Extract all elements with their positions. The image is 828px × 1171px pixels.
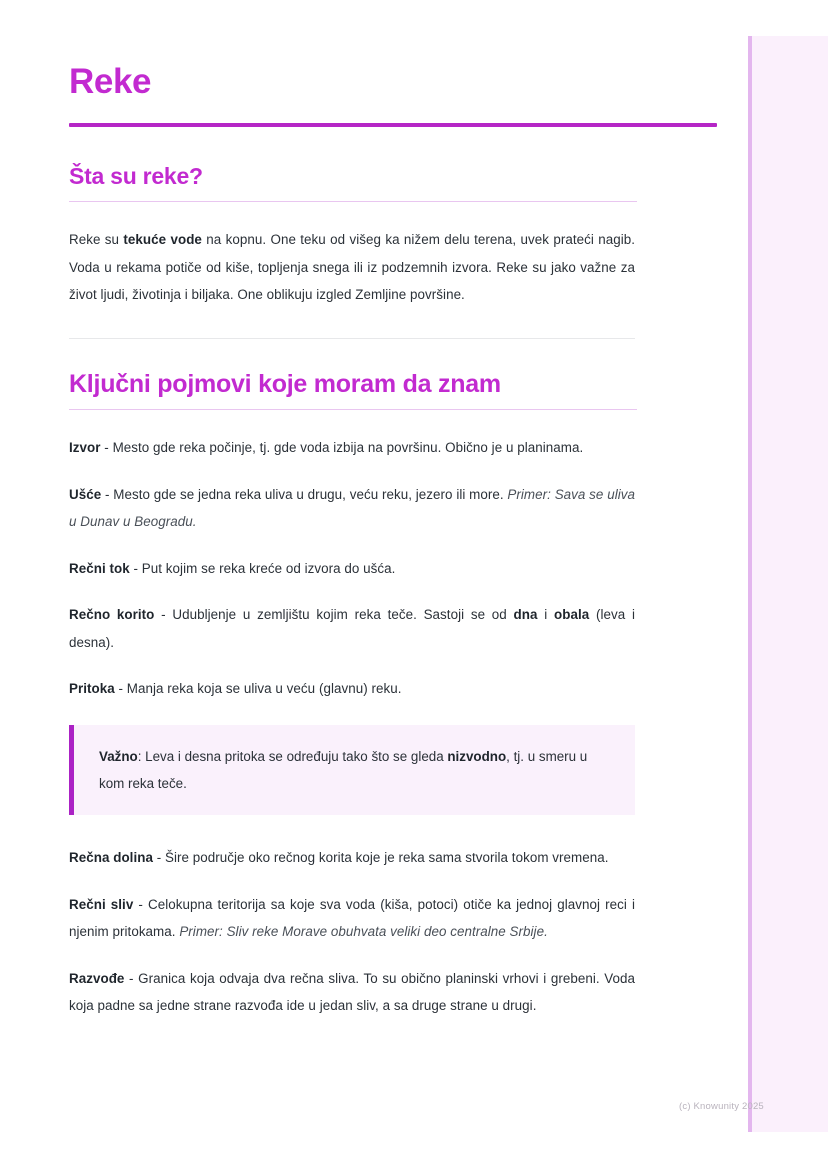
paragraph [69,601,635,656]
text-run: , tj. u smeru u kom reka teče. [99,749,588,792]
important-callout [69,725,635,815]
paragraph [69,555,635,582]
italic-example: Primer: Sava se uliva u Dunav u Beogradu. [69,486,635,530]
callout-text [99,744,613,798]
bold-term: nizvodno [447,749,507,765]
paragraph [69,844,635,871]
decorative-side-strip [748,36,828,1132]
text-run: - Manja reka koja se uliva u veću (glavnu) reku. [114,681,402,696]
bold-term: Rečno korito [69,607,155,623]
bold-term: Ušće [69,486,102,502]
paragraph [69,965,635,1020]
title-underline [69,123,717,127]
text-run: - Mesto gde reka počinje, tj. gde voda izbija na površinu. Obično je u planinama. [100,440,584,456]
text-run: : Leva i desna pritoka se određuju tako što se gleda [137,749,448,765]
text-run: - Celokupna teritorija sa koje sva voda (kiša, potoci) otiče ka jednoj glavnoj reci i njenim pritokama. [69,896,635,940]
decorative-side-strip-edge [748,36,752,1132]
text-run: Reke su [69,232,124,248]
bold-term: dna [513,607,538,623]
section-2-body [69,434,635,702]
bold-term: Pritoka [69,681,115,696]
document-content [69,62,635,1019]
section-1-body [69,226,635,308]
section-divider [69,338,635,339]
text-run: (leva i desna). [69,607,635,650]
section-heading-2-rule [69,409,637,411]
text-run: - Mesto gde se jedna reka uliva u drugu, veću reku, jezero ili more. [101,486,508,502]
text-run: - Put kojim se reka kreće od izvora do ušća. [129,560,396,576]
text-run: - Granica koja odvaja dva rečna sliva. To su obično planinski vrhovi i grebeni. Voda koja padne sa jedne strane razvođa ide u jedan sliv, a sa druge strane u drugi. [69,970,635,1013]
text-run: - Udubljenje u zemljištu kojim reka teče. Sastoji se od [154,607,514,623]
page-title: Reke [69,62,152,101]
text-run: i [537,607,554,623]
bold-term: Izvor [69,440,101,456]
italic-example: Primer: Sliv reke Morave obuhvata veliki deo centralne Srbije. [179,924,548,940]
bold-term: Rečni tok [69,560,130,576]
text-run: - Šire područje oko rečnog korita koje je reka sama stvorila tokom vremena. [152,850,609,866]
bold-term: Rečna dolina [69,850,153,866]
text-run: na kopnu. One teku od višeg ka nižem delu terena, uvek prateći nagib. Voda u rekama potiče od kiše, topljenja snega ili iz podzemnih izvora. Reke su jako važne za život ljudi, životinja i biljaka. One oblikuju izgled Zemljine površine. [69,232,635,303]
paragraph [69,226,635,308]
bold-term: tekuće vode [123,232,202,248]
paragraph [69,434,635,461]
section-2-body-continued [69,844,635,1019]
bold-term: obala [554,607,590,623]
section-heading-1-rule [69,201,637,203]
section-heading-1: Šta su reke? [69,163,203,190]
paragraph [69,675,635,702]
paragraph [69,481,635,536]
copyright-footer: (c) Knowunity 2025 [679,1101,764,1112]
section-heading-2: Ključni pojmovi koje moram da znam [69,369,501,398]
bold-term: Razvođe [69,970,125,986]
bold-term: Rečni sliv [69,896,134,912]
paragraph [69,891,635,946]
bold-term: Važno [99,749,138,765]
